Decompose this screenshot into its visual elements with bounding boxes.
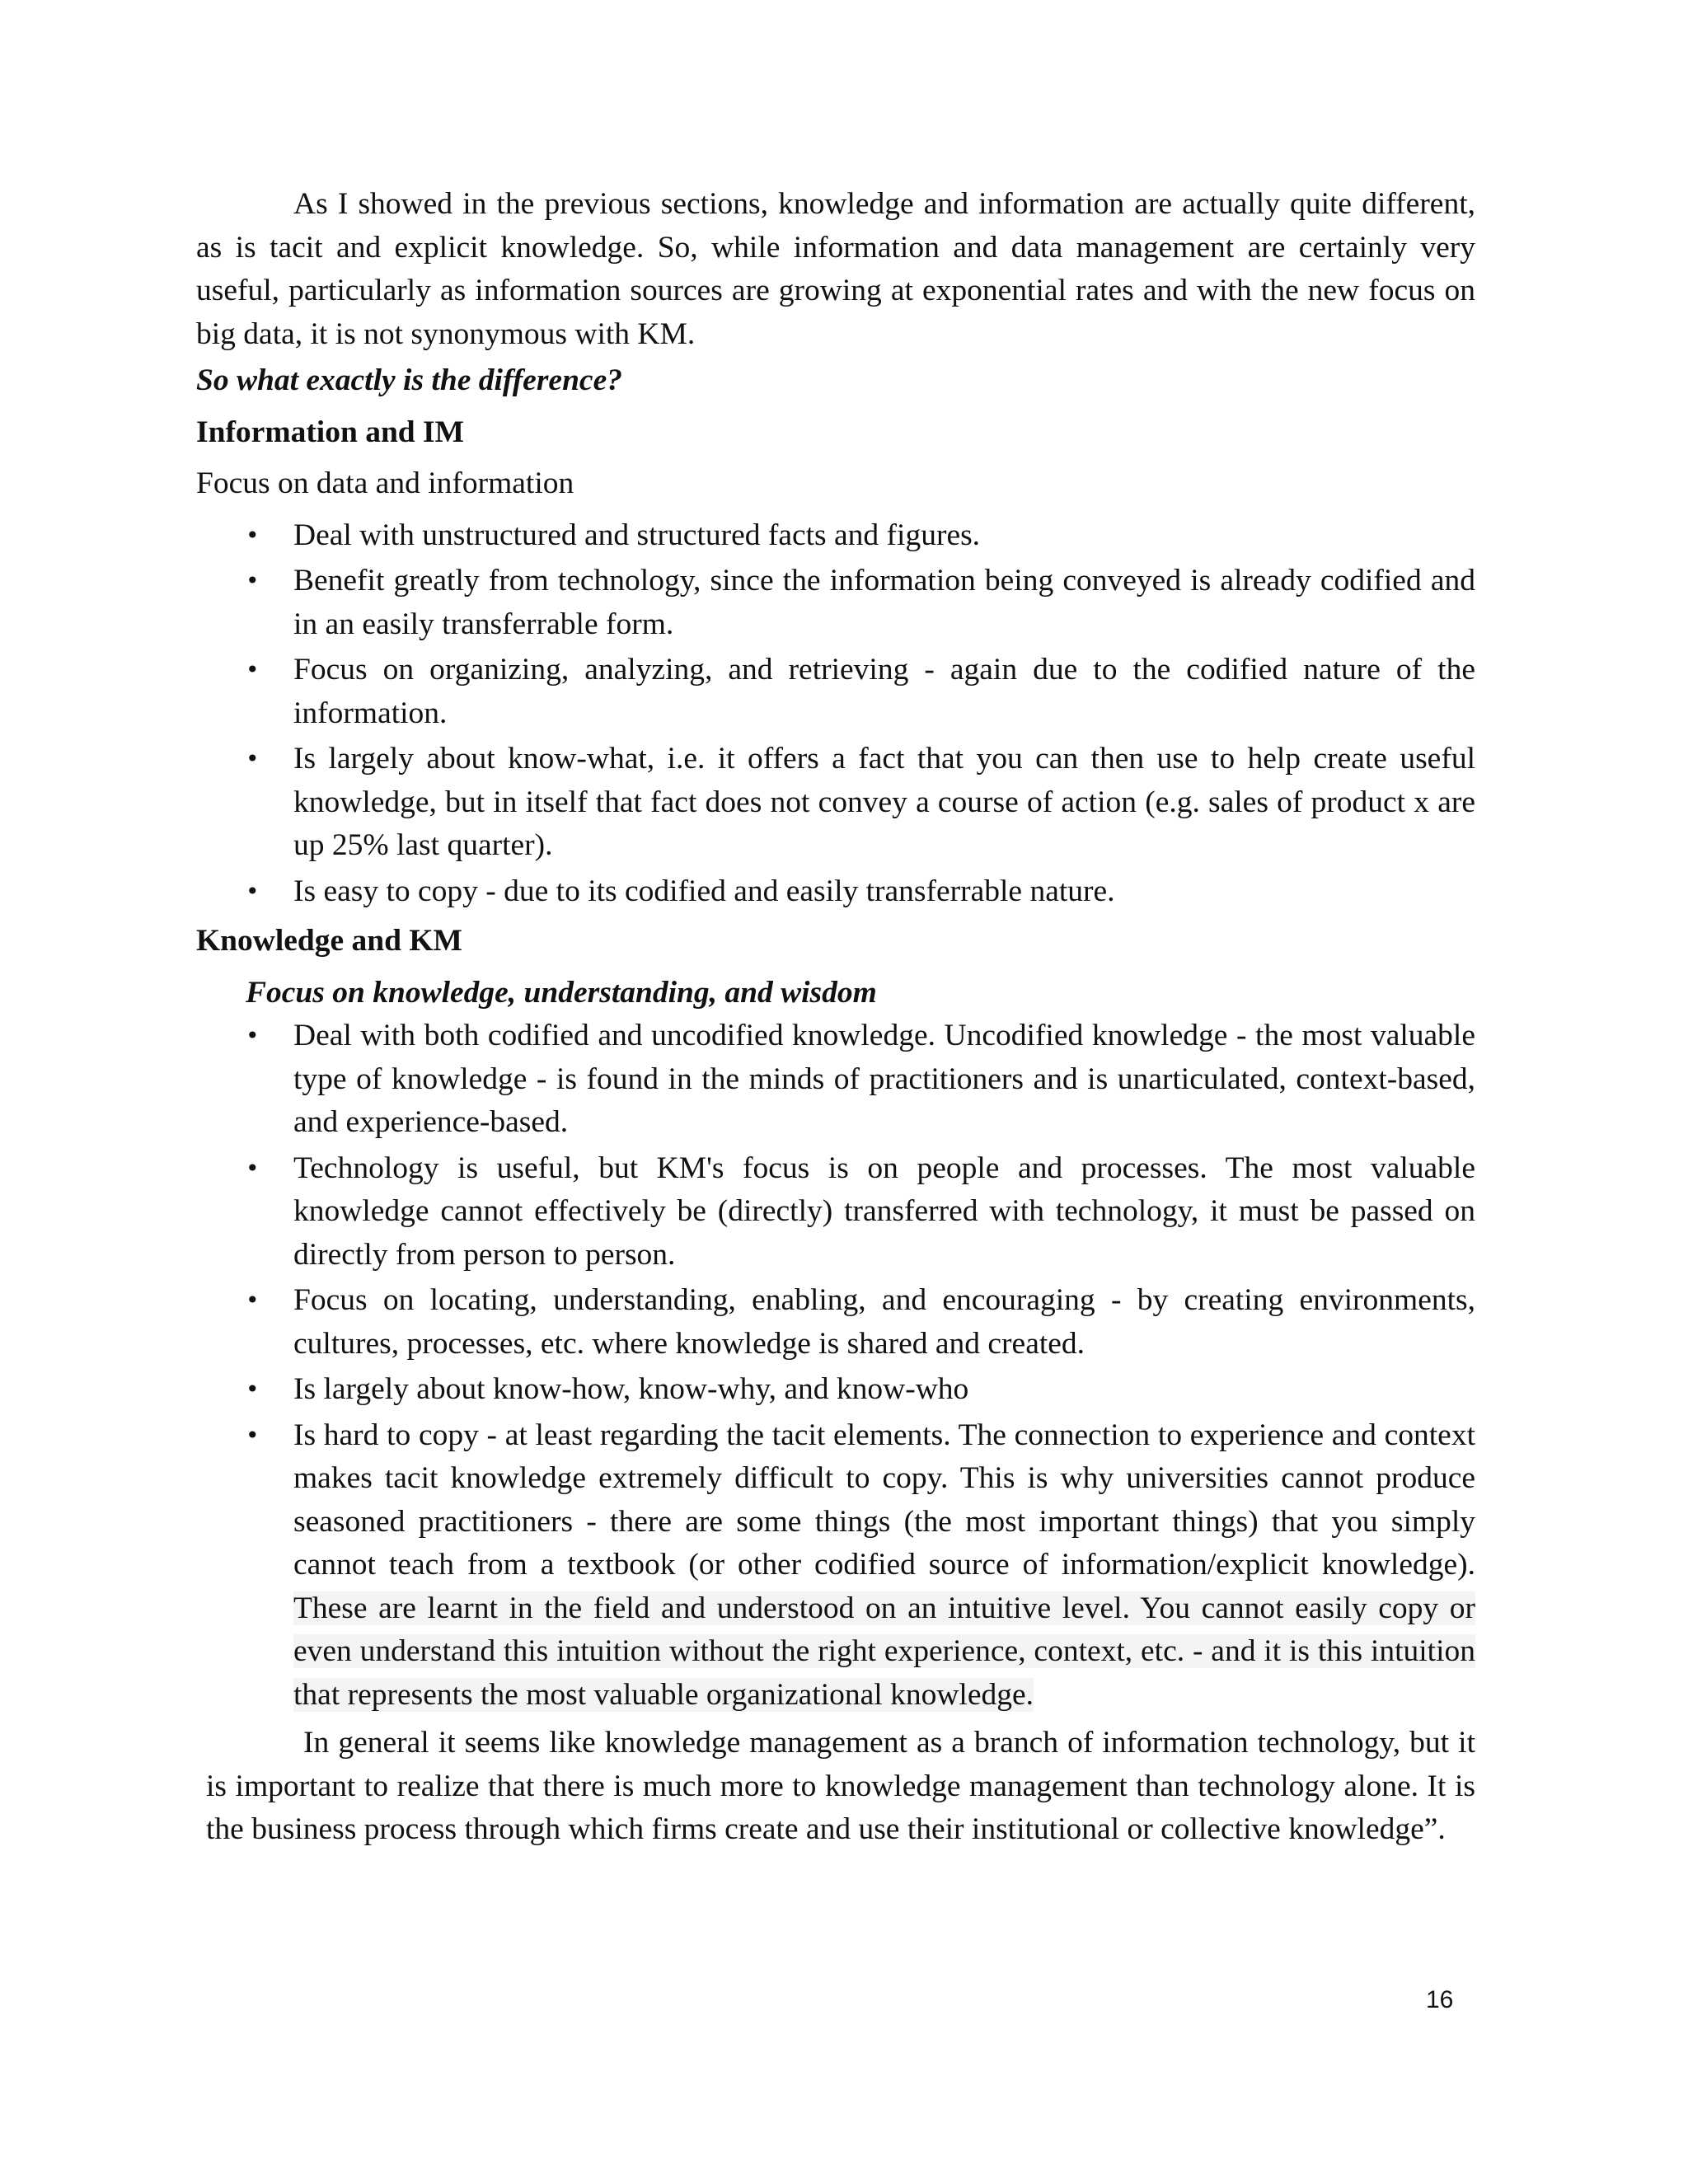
- bullet-icon: •: [246, 1154, 260, 1182]
- im-bullet-list: [196, 514, 1475, 914]
- list-item-text: Is hard to copy - at least regarding the tacit elements. The connection to experience and context makes tacit knowledge extremely difficult to copy. This is why universities cannot produce seasoned practitioners - there are some things (the most important things) that you simply cannot teach from a textbook (or other codified source of information/explicit knowledge).: [293, 1418, 1475, 1582]
- highlighted-text: These are learnt in the field and understood on an intuitive level. You cannot easily copy or even understand this intuition without the right experience, context, etc. - and it is this intuition that represents the most valuable organizational knowledge.: [293, 1591, 1475, 1712]
- list-item-text: Is easy to copy - due to its codified and easily transferrable nature.: [293, 874, 1115, 908]
- list-item-text: Technology is useful, but KM's focus is on people and processes. The most valuable knowledge cannot effectively be (directly) transferred with technology, it must be passed on directly from person to person.: [293, 1151, 1475, 1272]
- list-item-text: Is largely about know-how, know-why, and know-who: [293, 1372, 969, 1406]
- km-bullet-list: [196, 1015, 1475, 1717]
- list-item-text: Deal with unstructured and structured facts and figures.: [293, 518, 981, 552]
- list-item-text: Is largely about know-what, i.e. it offers a fact that you can then use to help create useful knowledge, but in itself that fact does not convey a course of action (e.g. sales of product x are up 25% last quarter).: [293, 742, 1475, 862]
- list-item: [196, 1015, 1475, 1145]
- list-item: [196, 649, 1475, 735]
- list-item: [196, 1414, 1475, 1718]
- km-subheading: Focus on knowledge, understanding, and wisdom: [246, 975, 877, 1010]
- bullet-icon: •: [246, 567, 260, 594]
- question-heading: So what exactly is the difference?: [196, 363, 622, 397]
- list-item-text: Deal with both codified and uncodified knowledge. Uncodified knowledge - the most valuable type of knowledge - is found in the minds of practitioners and is unarticulated, context-based, and experience-based.: [293, 1019, 1475, 1139]
- intro-paragraph: As I showed in the previous sections, knowledge and information are actually quite different, as is tacit and explicit knowledge. So, while information and data management are certainly very useful, particularly as information sources are growing at exponential rates and with the new focus on big data, it is not synonymous with KM.: [196, 187, 1475, 351]
- list-item-text: Benefit greatly from technology, since the information being conveyed is already codified and in an easily transferrable form.: [293, 564, 1475, 641]
- list-item: [196, 1147, 1475, 1277]
- km-heading: Knowledge and KM: [196, 924, 462, 958]
- bullet-icon: •: [246, 656, 260, 683]
- list-item: [196, 1368, 1475, 1412]
- list-item: [196, 514, 1475, 558]
- document-page: [196, 183, 1475, 1852]
- closing-paragraph: In general it seems like knowledge management as a branch of information technology, but it is important to realize that there is much more to knowledge management than technology alone. It is the business process through which firms create and use their institutional or collective knowledge”.: [206, 1726, 1475, 1846]
- bullet-icon: •: [246, 521, 260, 549]
- list-item: [196, 738, 1475, 868]
- im-heading: Information and IM: [196, 415, 465, 449]
- list-item: [196, 870, 1475, 914]
- list-item: [196, 1279, 1475, 1366]
- bullet-icon: •: [246, 1421, 260, 1449]
- page-number: 16: [1426, 1986, 1454, 2013]
- im-subheading: Focus on data and information: [196, 466, 574, 500]
- bullet-icon: •: [246, 1286, 260, 1314]
- list-item-text: Focus on locating, understanding, enabling, and encouraging - by creating environments, cultures, processes, etc. where knowledge is shared and created.: [293, 1283, 1475, 1361]
- list-item: [196, 560, 1475, 646]
- list-item-text: Focus on organizing, analyzing, and retrieving - again due to the codified nature of the information.: [293, 653, 1475, 730]
- bullet-icon: •: [246, 877, 260, 905]
- bullet-icon: •: [246, 1376, 260, 1403]
- bullet-icon: •: [246, 1022, 260, 1049]
- bullet-icon: •: [246, 745, 260, 772]
